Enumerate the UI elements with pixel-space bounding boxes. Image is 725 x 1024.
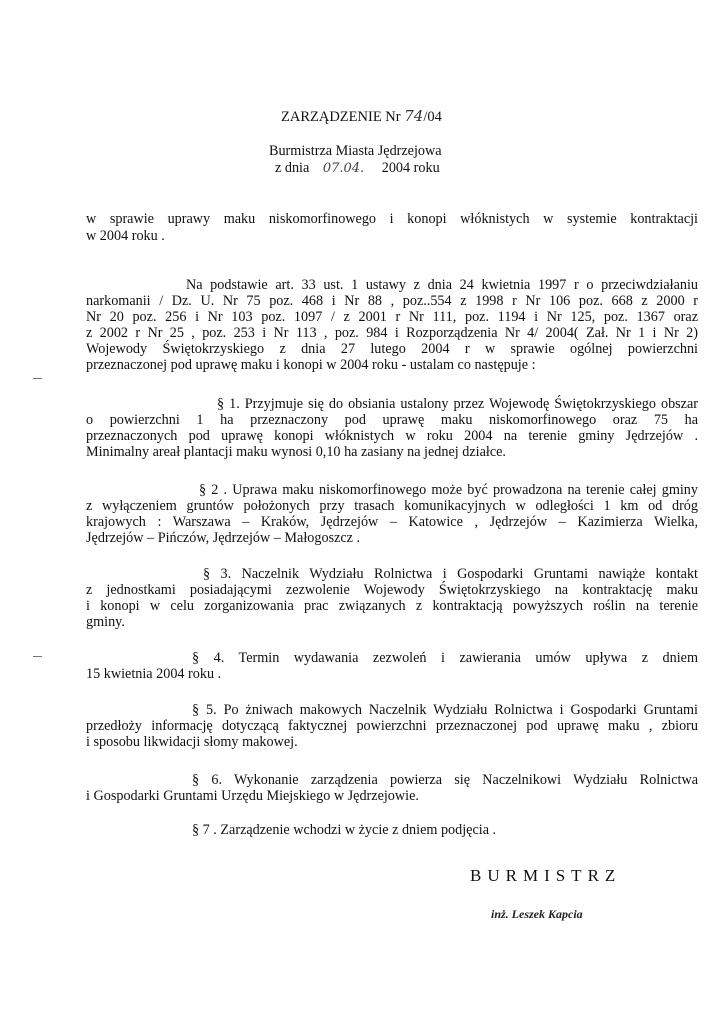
paragraph-line: 15 kwietnia 2004 roku . (86, 666, 222, 682)
paragraph-line: § 2 . Uprawa maku niskomorfinowego może być prowadzona na terenie całej gminy (199, 482, 698, 498)
paragraph-line: krajowych : Warszawa – Kraków, Jędrzejów – Katowice , Jędrzejów – Kazimierza Wielka, (86, 514, 698, 530)
paragraph-line: gminy. (86, 614, 125, 630)
paragraph-line: z jednostkami posiadającymi zezwolenie Wojewody Świętokrzyskiego na kontraktację maku (86, 582, 698, 598)
paragraph-line: i konopi w celu zorganizowania prac związanych z kontraktacją powyższych roślin na terenie (86, 598, 698, 614)
date-prefix: z dnia (275, 160, 310, 176)
paragraph-line: Minimalny areał plantacji maku wynosi 0,10 ha zasiany na jednej działce. (86, 444, 506, 460)
paragraph-6 (86, 772, 698, 804)
subject-line: w 2004 roku . (86, 228, 165, 244)
paragraph-4 (86, 650, 698, 682)
preamble (86, 277, 698, 373)
signature-title: BURMISTRZ (470, 866, 622, 885)
paragraph-line: Jędrzejów – Pińczów, Jędrzejów – Małogoszcz . (86, 530, 361, 546)
paragraph-line: przeznaczonych pod uprawę konopi włóknistych w roku 2004 na terenie gminy Jędrzejów . (86, 428, 698, 444)
issuer: Burmistrza Miasta Jędrzejowa (269, 143, 442, 159)
date-line (275, 160, 440, 177)
paragraph-2 (86, 482, 698, 546)
date-suffix: 2004 roku (381, 160, 440, 176)
paragraph-3 (86, 566, 698, 630)
subject-line: w sprawie uprawy maku niskomorfinowego i konopi włóknistych w systemie kontraktacji (86, 211, 698, 227)
paragraph-line: § 1. Przyjmuje się do obsiania ustalony przez Wojewodę Świętokrzyskiego obszar (217, 396, 698, 412)
preamble-line: Wojewody Świętokrzyskiego z dnia 27 lutego 2004 r w sprawie ogólnej powierzchni (86, 341, 698, 357)
preamble-line: Nr 20 poz. 256 i Nr 103 poz. 1097 / z 2001 r Nr 111, poz. 1194 i Nr 125, poz. 1367 oraz (86, 309, 698, 325)
preamble-line: z 2002 r Nr 25 , poz. 253 i Nr 113 , poz. 984 i Rozporządzenia Nr 4/ 2004( Zał. Nr 1 i Nr 2) (86, 325, 698, 341)
preamble-line: narkomanii / Dz. U. Nr 75 poz. 468 i Nr 88 , poz..554 z 1998 r Nr 106 poz. 668 z 2000 r (86, 293, 698, 309)
signature-name: inż. Leszek Kapcia (491, 907, 583, 921)
margin-mark (33, 656, 42, 657)
paragraph-line: § 6. Wykonanie zarządzenia powierza się Naczelnikowi Wydziału Rolnictwa (192, 772, 698, 788)
title-prefix: ZARZĄDZENIE Nr (281, 109, 401, 125)
paragraph-line: i Gospodarki Gruntami Urzędu Miejskiego w Jędrzejowie. (86, 788, 419, 804)
paragraph-line: z wyłączeniem gruntów położonych przy trasach komunikacyjnych w odległości 1 km od dróg (86, 498, 698, 514)
paragraph-7: § 7 . Zarządzenie wchodzi w życie z dniem podjęcia . (192, 822, 497, 838)
document-title (281, 108, 442, 125)
title-suffix: /04 (423, 109, 442, 125)
margin-mark (33, 378, 42, 379)
paragraph-line: § 5. Po żniwach makowych Naczelnik Wydziału Rolnictwa i Gospodarki Gruntami (192, 702, 698, 718)
paragraph-line: § 3. Naczelnik Wydziału Rolnictwa i Gospodarki Gruntami nawiąże kontakt (203, 566, 698, 582)
subject (86, 211, 698, 244)
paragraph-line: przedłoży informację dotyczącą faktycznej powierzchni przeznaczonej pod uprawę maku , zbioru (86, 718, 698, 734)
preamble-line: przeznaczonej pod uprawę maku i konopi w 2004 roku - ustalam co następuje : (86, 357, 536, 373)
paragraph-1 (86, 396, 698, 460)
paragraph-5 (86, 702, 698, 750)
title-number-handwritten: 74 (404, 107, 424, 125)
paragraph-line: o powierzchni 1 ha przeznaczony pod uprawę maku niskomorfinowego oraz 75 ha (86, 412, 698, 428)
preamble-line: Na podstawie art. 33 ust. 1 ustawy z dnia 24 kwietnia 1997 r o przeciwdziałaniu (186, 277, 698, 293)
date-handwritten: 07.04. (322, 161, 365, 176)
paragraph-line: i sposobu likwidacji słomy makowej. (86, 734, 298, 750)
paragraph-line: § 4. Termin wydawania zezwoleń i zawierania umów upływa z dniem (192, 650, 698, 666)
